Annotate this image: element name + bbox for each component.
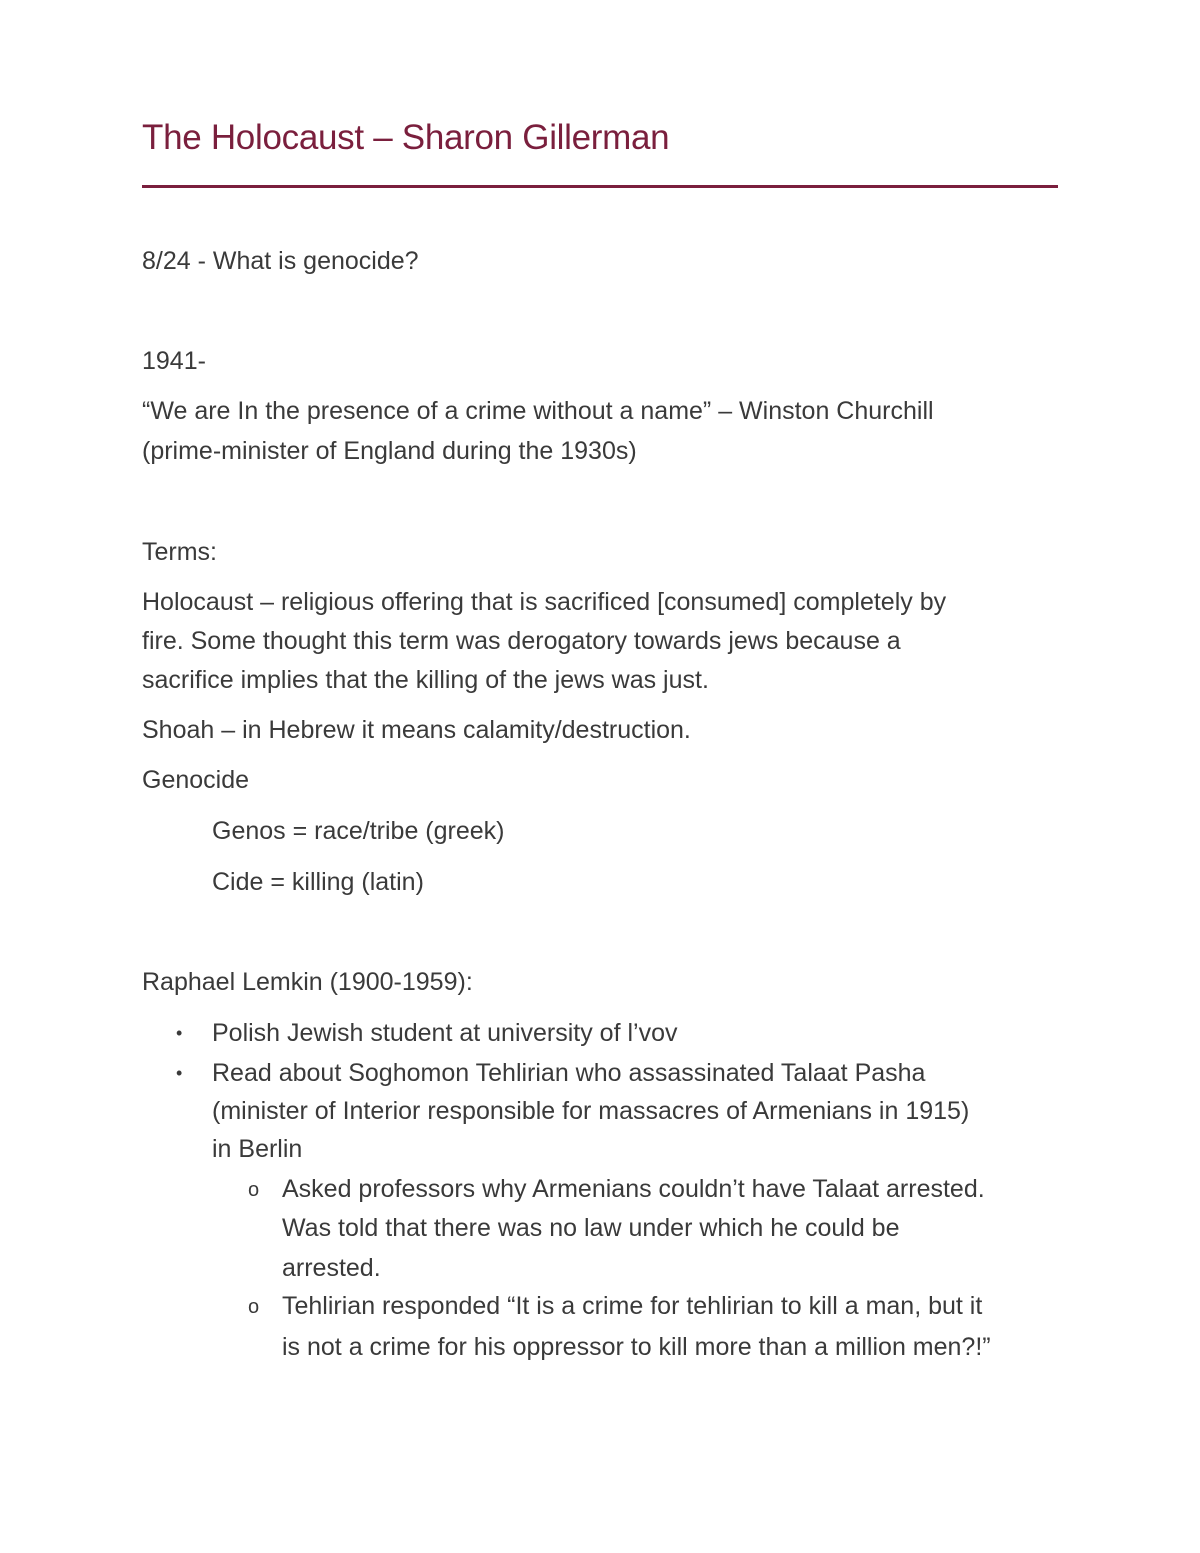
genos-definition: Genos = race/tribe (greek) [212, 817, 505, 845]
holocaust-definition-line-2: fire. Some thought this term was derogatory towards jews because a [142, 627, 901, 655]
sub-bullet-icon: o [248, 1296, 260, 1318]
sub-bullet-icon: o [248, 1179, 260, 1201]
bullet-item-1: Polish Jewish student at university of l’vov [212, 1019, 678, 1047]
bullet-item-2-line-2: (minister of Interior responsible for massacres of Armenians in 1915) [212, 1097, 970, 1125]
bullet-icon: • [176, 1023, 183, 1043]
bullet-item-2-line-3: in Berlin [212, 1135, 303, 1163]
bullet-item-2-line-1: Read about Soghomon Tehlirian who assassinated Talaat Pasha [212, 1059, 926, 1087]
sub-item-1-line-2: Was told that there was no law under which he could be [282, 1214, 900, 1242]
churchill-quote-note: (prime-minister of England during the 1930s) [142, 437, 637, 465]
lecture-date-heading: 8/24 - What is genocide? [142, 247, 419, 275]
shoah-definition: Shoah – in Hebrew it means calamity/destruction. [142, 716, 691, 744]
churchill-quote: “We are In the presence of a crime without a name” – Winston Churchill [142, 397, 934, 425]
year-label: 1941- [142, 347, 206, 375]
holocaust-definition-line-1: Holocaust – religious offering that is sacrificed [consumed] completely by [142, 588, 947, 616]
genocide-term: Genocide [142, 766, 250, 794]
terms-heading: Terms: [142, 538, 217, 566]
sub-item-2-line-1: Tehlirian responded “It is a crime for tehlirian to kill a man, but it [282, 1292, 983, 1320]
cide-definition: Cide = killing (latin) [212, 868, 424, 896]
sub-item-1-line-3: arrested. [282, 1254, 381, 1282]
sub-item-2-line-2: is not a crime for his oppressor to kill more than a million men?!” [282, 1333, 991, 1361]
sub-item-1-line-1: Asked professors why Armenians couldn’t have Talaat arrested. [282, 1175, 985, 1203]
holocaust-definition-line-3: sacrifice implies that the killing of the jews was just. [142, 666, 709, 694]
lemkin-heading: Raphael Lemkin (1900-1959): [142, 968, 473, 996]
bullet-icon: • [176, 1063, 183, 1083]
title-underline [142, 185, 1058, 188]
document-title: The Holocaust – Sharon Gillerman [142, 118, 670, 157]
